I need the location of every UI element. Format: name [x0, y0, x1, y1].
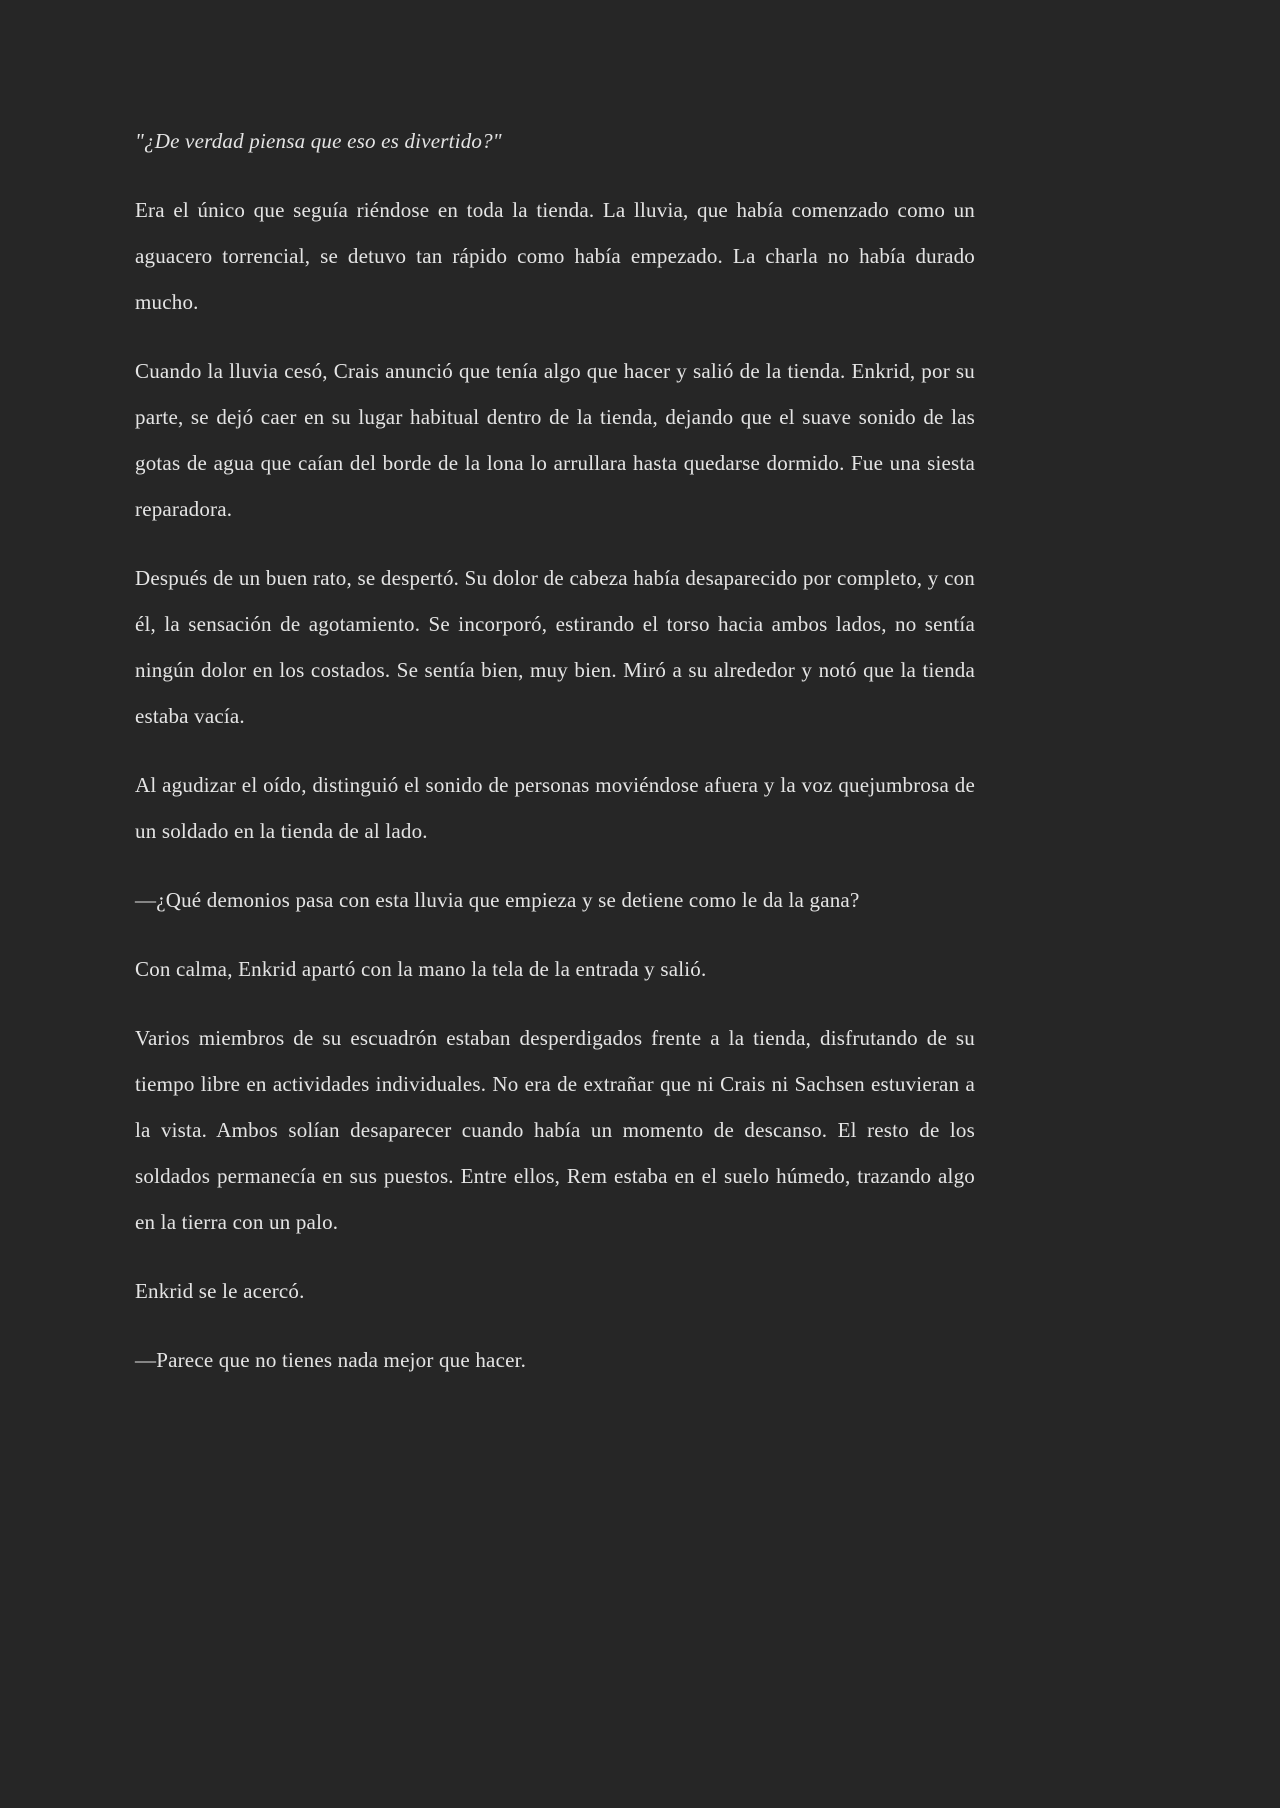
paragraph: Varios miembros de su escuadrón estaban desperdigados frente a la tienda, disfrutando de su tiempo libre en actividades individuales. No era de extrañar que ni Crais ni Sachsen estuvieran a la vista. Ambos solían desaparecer cuando había un momento de descanso. El resto de los soldados permanecía en sus puestos. Entre ellos, Rem estaba en el suelo húmedo, trazando algo en la tierra con un palo.	[135, 1026, 975, 1234]
paragraph: Cuando la lluvia cesó, Crais anunció que tenía algo que hacer y salió de la tienda. Enkrid, por su parte, se dejó caer en su lugar habitual dentro de la tienda, dejando que el suave sonido de las gotas de agua que caían del borde de la lona lo arrullara hasta quedarse dormido. Fue una siesta reparadora.	[135, 359, 975, 521]
paragraph: Al agudizar el oído, distinguió el sonido de personas moviéndose afuera y la voz quejumbrosa de un soldado en la tienda de al lado.	[135, 773, 975, 843]
paragraph-dialogue: —¿Qué demonios pasa con esta lluvia que empieza y se detiene como le da la gana?	[135, 888, 860, 912]
paragraph: Después de un buen rato, se despertó. Su dolor de cabeza había desaparecido por completo, y con él, la sensación de agotamiento. Se incorporó, estirando el torso hacia ambos lados, no sentía ningún dolor en los costados. Se sentía bien, muy bien. Miró a su alrededor y notó que la tienda estaba vacía.	[135, 566, 975, 728]
paragraph-quote: "¿De verdad piensa que eso es divertido?"	[135, 129, 502, 153]
paragraph: Con calma, Enkrid apartó con la mano la tela de la entrada y salió.	[135, 957, 707, 981]
paragraph: Era el único que seguía riéndose en toda la tienda. La lluvia, que había comenzado como un aguacero torrencial, se detuvo tan rápido como había empezado. La charla no había durado mucho.	[135, 198, 975, 314]
paragraph-dialogue: —Parece que no tienes nada mejor que hacer.	[135, 1348, 527, 1372]
paragraph: Enkrid se le acercó.	[135, 1279, 305, 1303]
